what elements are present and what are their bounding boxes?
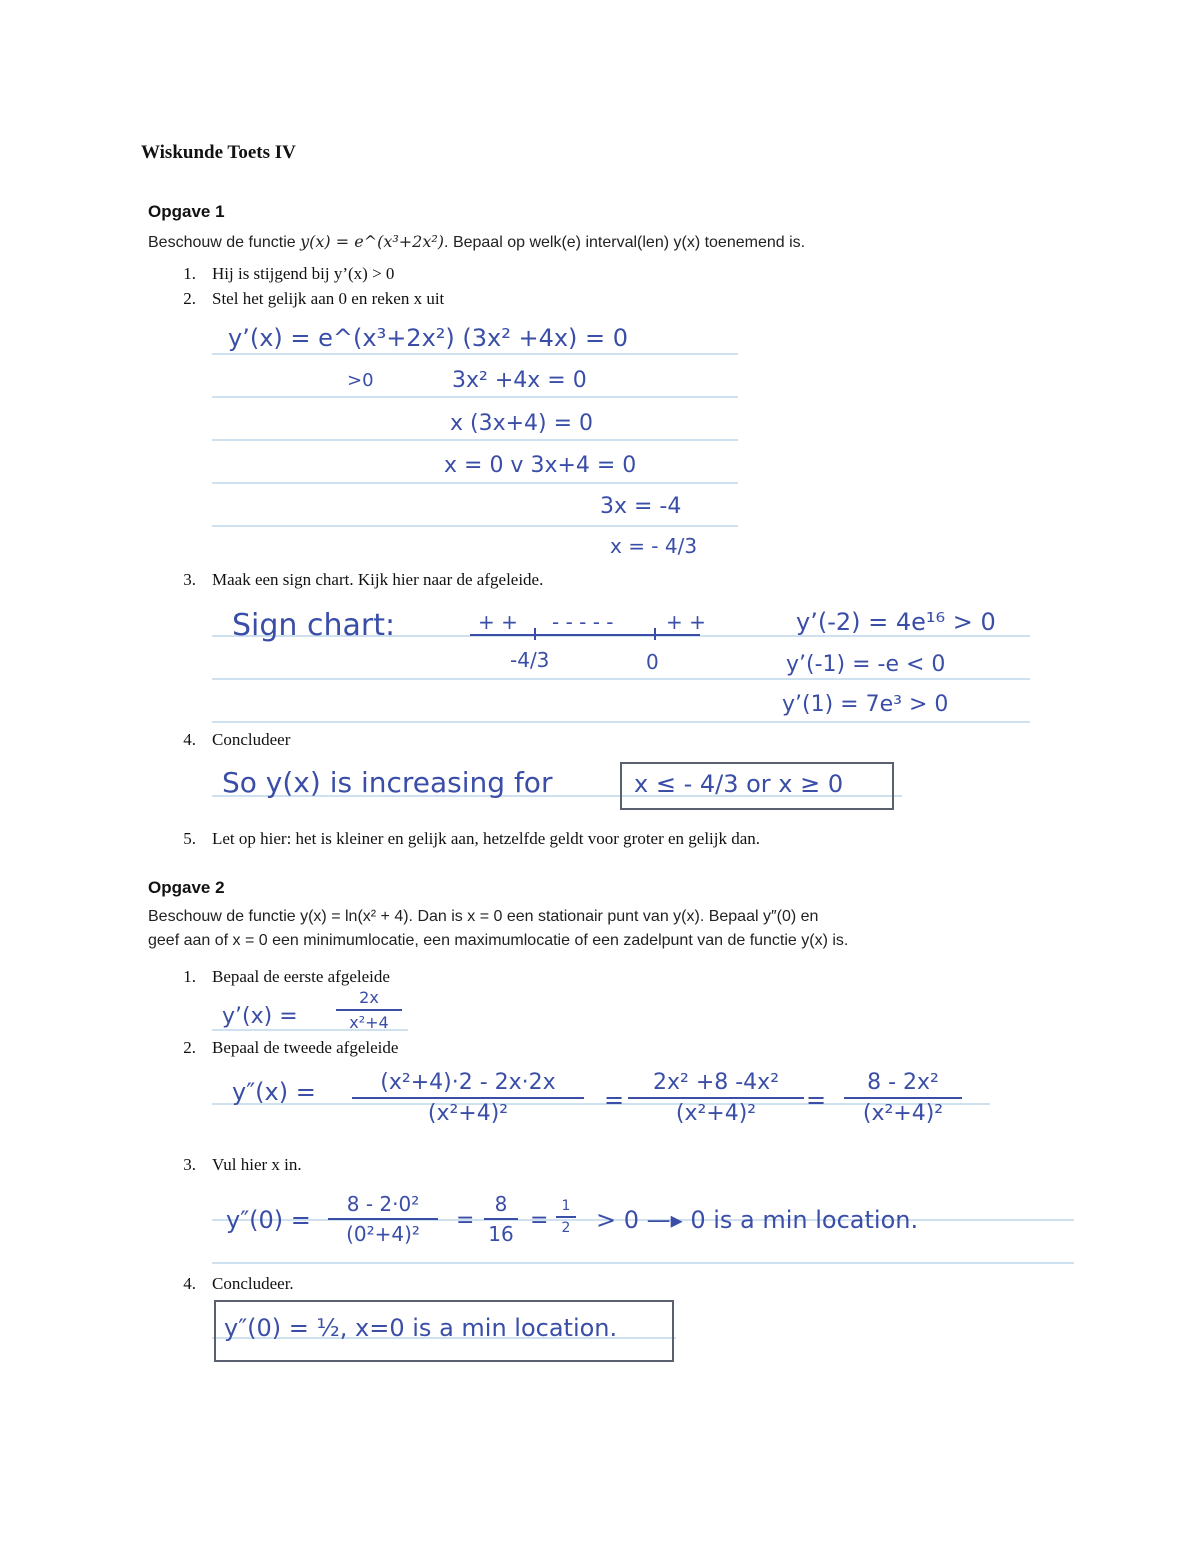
document-title: Wiskunde Toets IV — [141, 142, 296, 163]
opgave-2-heading: Opgave 2 — [148, 878, 225, 897]
opgave-2-intro-line-1: Beschouw de functie y(x) = ln(x² + 4). Dan is x = 0 een stationair punt van y(x). Bepaal y″(0) en — [148, 908, 819, 925]
sign-chart-tick — [534, 628, 536, 640]
handwriting-scan-conclusion-2: y″(0) = ½, x=0 is a min location. — [212, 1296, 676, 1366]
opgave-2-intro-line-2: geef aan of x = 0 een minimumlocatie, een maximumlocatie of een zadelpunt van de functie y(x) is. — [148, 932, 849, 949]
handwriting-scan-derivative: y’(x) = e^(x³+2x²) (3x² +4x) = 0 >0 3x² +4x = 0 x (3x+4) = 0 x = 0 v 3x+4 = 0 3x = -4 x = - 4/3 — [212, 312, 738, 558]
handwriting-scan-second-derivative: y″(x) = (x²+4)·2 - 2x·2x (x²+4)² = 2x² +8 -4x² (x²+4)² = 8 - 2x² (x²+4)² — [212, 1062, 990, 1146]
sign-chart-label: Sign chart: — [232, 608, 396, 643]
handwriting-scan-sign-chart: Sign chart: + + - - - - - + + -4/3 0 y’(-2) = 4e¹⁶ > 0 y’(-1) = -e < 0 y’(1) = 7e³ > 0 — [212, 594, 1030, 724]
opgave-1-intro: Beschouw de functie y(x) = e^(x³+2x²). Bepaal op welk(e) interval(len) y(x) toenemend is. — [148, 232, 806, 251]
intro-formula: y(x) = e^(x³+2x²) — [300, 232, 445, 251]
sign-chart-tick — [654, 628, 656, 640]
opgave-1-heading: Opgave 1 — [148, 202, 225, 221]
handwriting-scan-substitution: y″(0) = 8 - 2·0² (0²+4)² = 8 16 = 1 2 > 0 —▸ 0 is a min location. — [212, 1178, 1074, 1264]
handwriting-scan-conclusion-1: So y(x) is increasing for x ≤ - 4/3 or x ≥ 0 — [212, 754, 902, 816]
handwriting-scan-first-derivative: y’(x) = 2x x²+4 — [212, 988, 408, 1032]
sign-chart-axis — [470, 634, 700, 636]
